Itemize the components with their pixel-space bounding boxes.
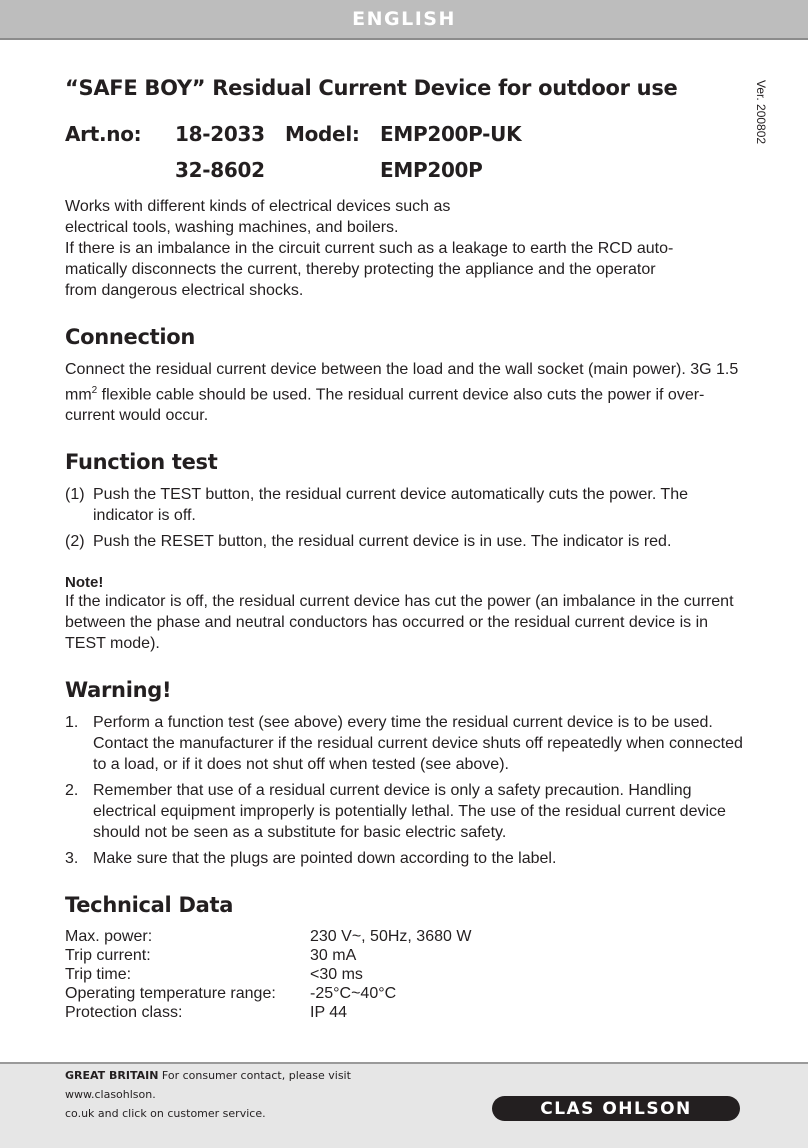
document-body [65, 76, 745, 1022]
spec-value: -25°C~40°C [310, 985, 397, 1003]
spec-label: Trip time: [65, 966, 132, 984]
connection-text: Connect the residual current device between the load and the wall socket (main power). 3G 1.5 $mm^2$ flexible cable should be used. The residual current device also cuts the power if over-current would occur. [65, 361, 739, 425]
list-item: 1. Perform a function test (see above) every time the residual current device is to be used. Contact the manufacturer if the residual current device shuts off repeatedly when connected to a load, or if it does not shut off when tested (see above). [65, 714, 743, 774]
version-label: Ver. 200802 [754, 80, 768, 145]
intro-text [65, 196, 745, 301]
art-number: 32-8602 [175, 158, 265, 182]
footer-country: GREAT BRITAIN [65, 1069, 159, 1082]
clas-ohlson-logo [492, 1096, 740, 1121]
technical-data-table [65, 927, 745, 1022]
list-item: (2) Push the RESET button, the residual current device is in use. The indicator is red. [65, 533, 672, 551]
intro-line: matically disconnects the current, thereby protecting the appliance and the operator [65, 261, 656, 278]
spec-label: Operating temperature range: [65, 985, 276, 1003]
note-heading: Note! [65, 574, 104, 592]
footer-contact [65, 1066, 445, 1123]
spec-value: IP 44 [310, 1004, 348, 1022]
spec-label: Max. power: [65, 928, 153, 946]
spec-value: 230 V~, 50Hz, 3680 W [310, 928, 472, 946]
warning-heading: Warning! [65, 678, 172, 703]
technical-data-heading: Technical Data [65, 893, 234, 918]
list-item: 2. Remember that use of a residual current device is only a safety precaution. Handling electrical equipment improperly is potentially lethal. The use of the residual current device should not be seen as a substitute for basic electric safety. [65, 782, 726, 842]
logo-text: CLAS OHLSON [540, 1098, 692, 1119]
model-label: Model: [285, 122, 360, 146]
function-test-heading: Function test [65, 450, 218, 475]
intro-line: If there is an imbalance in the circuit current such as a leakage to earth the RCD auto- [65, 240, 674, 257]
connection-heading: Connection [65, 325, 196, 349]
intro-line: electrical tools, washing machines, and boilers. [65, 219, 399, 236]
note-text: If the indicator is off, the residual current device has cut the power (an imbalance in the current between the phase and neutral conductors has occurred or the residual current device is in TEST mode). [65, 593, 734, 653]
list-item: (1) Push the TEST button, the residual current device automatically cuts the power. The indicator is off. [65, 486, 688, 525]
footer-line: For consumer contact, please visit www.clasohlson. [65, 1069, 351, 1101]
list-item: 3. Make sure that the plugs are pointed down according to the label. [65, 850, 557, 868]
intro-line: from dangerous electrical shocks. [65, 282, 304, 299]
model-row [65, 152, 745, 188]
spec-label: Trip current: [65, 947, 151, 965]
spec-label: Protection class: [65, 1004, 183, 1022]
footer-line: co.uk and click on customer service. [65, 1107, 266, 1120]
language-header [0, 0, 808, 40]
model-row [65, 116, 745, 152]
art-label: Art.no: [65, 122, 142, 146]
language-label: ENGLISH [352, 8, 456, 30]
spec-value: 30 mA [310, 947, 357, 965]
function-test-list [65, 484, 745, 552]
model-number: EMP200P-UK [380, 122, 522, 146]
intro-line: Works with different kinds of electrical devices such as [65, 198, 451, 215]
art-number: 18-2033 [175, 122, 265, 146]
document-title: “SAFE BOY” Residual Current Device for outdoor use [65, 76, 678, 100]
spec-value: <30 ms [310, 966, 363, 984]
superscript: 2 [91, 385, 98, 396]
model-number: EMP200P [380, 158, 483, 182]
warning-list [65, 712, 745, 869]
